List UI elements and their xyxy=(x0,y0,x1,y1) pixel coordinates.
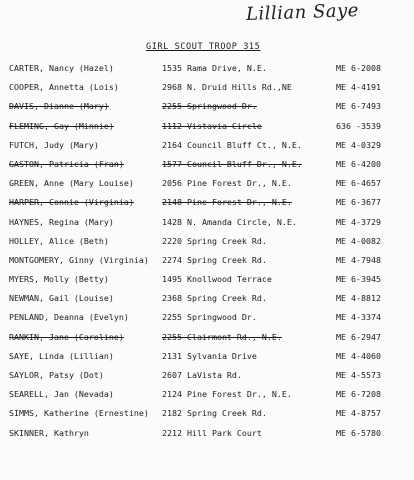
member-address: 2212 Hill Park Court xyxy=(162,427,262,438)
member-address: 2255 Springwood Dr. xyxy=(162,312,257,323)
member-phone: ME 6-4657 xyxy=(336,178,381,189)
handwritten-signature: Lillian Saye xyxy=(245,0,360,25)
member-row xyxy=(0,386,414,405)
member-phone: 636 -3539 xyxy=(336,120,381,131)
member-row xyxy=(0,60,414,79)
member-name: MONTGOMERY, Ginny (Virginia) xyxy=(9,254,149,265)
member-address: 2164 Council Bluff Ct., N.E. xyxy=(162,139,302,150)
member-row xyxy=(0,214,414,233)
member-name: RANKIN, Jane (Caroline) xyxy=(9,331,124,342)
member-name: HARPER, Connie (Virginia) xyxy=(9,197,134,208)
member-name: SKINNER, Kathryn xyxy=(9,427,89,438)
member-phone: ME 4-3729 xyxy=(336,216,381,227)
member-row xyxy=(0,156,414,175)
member-name: CARTER, Nancy (Hazel) xyxy=(9,63,114,73)
member-row xyxy=(0,348,414,367)
member-phone: ME 6-4200 xyxy=(336,158,381,169)
member-row xyxy=(0,252,414,271)
member-phone: ME 6-5780 xyxy=(336,427,381,438)
member-name: FLEMING, Gay (Minnie) xyxy=(9,120,114,131)
member-name: HAYNES, Regina (Mary) xyxy=(9,216,114,227)
member-phone: ME 6-3677 xyxy=(336,197,381,208)
member-name: GREEN, Anne (Mary Louise) xyxy=(9,178,134,189)
member-row xyxy=(0,425,414,444)
member-name: SIMMS, Katherine (Ernestine) xyxy=(9,408,149,419)
member-phone: ME 6-7493 xyxy=(336,101,381,112)
member-address: 2056 Pine Forest Dr., N.E. xyxy=(162,178,292,189)
member-phone: ME 4-4060 xyxy=(336,350,381,361)
member-phone: ME 4-5573 xyxy=(336,370,381,380)
member-address: 2607 LaVista Rd. xyxy=(162,370,242,380)
member-address: 1112 Vistavia Circle xyxy=(162,120,262,131)
member-address: 2368 Spring Creek Rd. xyxy=(162,293,267,304)
member-row xyxy=(0,290,414,309)
member-phone: ME 6-7208 xyxy=(336,389,381,400)
member-row xyxy=(0,79,414,98)
member-address: 2274 Spring Creek Rd. xyxy=(162,254,267,265)
member-address: 1495 Knollwood Terrace xyxy=(162,274,272,285)
member-row xyxy=(0,118,414,137)
member-row xyxy=(0,194,414,213)
member-address: 2968 N. Druid Hills Rd.,NE xyxy=(162,82,292,93)
member-address: 1535 Rama Drive, N.E. xyxy=(162,63,267,73)
document-title: GIRL SCOUT TROOP 315 xyxy=(146,42,261,52)
member-address: 2131 Sylvania Drive xyxy=(162,350,257,361)
member-name: MYERS, Molly (Betty) xyxy=(9,274,109,285)
member-phone: ME 4-7948 xyxy=(336,254,381,265)
member-phone: ME 6-2947 xyxy=(336,331,381,342)
member-address: 1428 N. Amanda Circle, N.E. xyxy=(162,216,297,227)
member-name: FUTCH, Judy (Mary) xyxy=(9,139,99,150)
member-row xyxy=(0,271,414,290)
member-row xyxy=(0,309,414,328)
member-name: SEARELL, Jan (Nevada) xyxy=(9,389,114,400)
member-address: 1577 Council Bluff Dr., N.E. xyxy=(162,158,302,169)
member-address: 2148 Pine Forest Dr., N.E. xyxy=(162,197,292,208)
member-list xyxy=(0,60,414,444)
member-name: PENLAND, Deanna (Evelyn) xyxy=(9,312,129,323)
member-address: 2182 Spring Creek Rd. xyxy=(162,408,267,419)
member-name: COOPER, Annetta (Lois) xyxy=(9,82,119,93)
member-phone: ME 4-0082 xyxy=(336,235,381,246)
member-name: HOLLEY, Alice (Beth) xyxy=(9,235,109,246)
member-phone: ME 4-8812 xyxy=(336,293,381,304)
member-phone: ME 4-0329 xyxy=(336,139,381,150)
member-address: 2124 Pine Forest Dr., N.E. xyxy=(162,389,292,400)
member-phone: ME 6-3945 xyxy=(336,274,381,285)
member-address: 2255 Clairmont Rd., N.E. xyxy=(162,331,282,342)
member-row xyxy=(0,233,414,252)
member-phone: ME 4-3374 xyxy=(336,312,381,323)
member-address: 2220 Spring Creek Rd. xyxy=(162,235,267,246)
member-name: NEWMAN, Gail (Louise) xyxy=(9,293,114,304)
member-row xyxy=(0,98,414,117)
member-phone: ME 4-8757 xyxy=(336,408,381,419)
member-row xyxy=(0,367,414,386)
member-row xyxy=(0,405,414,424)
member-row xyxy=(0,137,414,156)
member-row xyxy=(0,329,414,348)
member-name: DAVIS, Dianne (Mary) xyxy=(9,101,109,112)
member-name: SAYE, Linda (Lillian) xyxy=(9,350,114,361)
member-name: SAYLOR, Patsy (Dot) xyxy=(9,370,104,380)
member-phone: ME 6-2008 xyxy=(336,63,381,73)
member-name: GASTON, Patricia (Fran) xyxy=(9,158,124,169)
member-phone: ME 4-4191 xyxy=(336,82,381,93)
member-address: 2255 Springwood Dr. xyxy=(162,101,257,112)
member-row xyxy=(0,175,414,194)
